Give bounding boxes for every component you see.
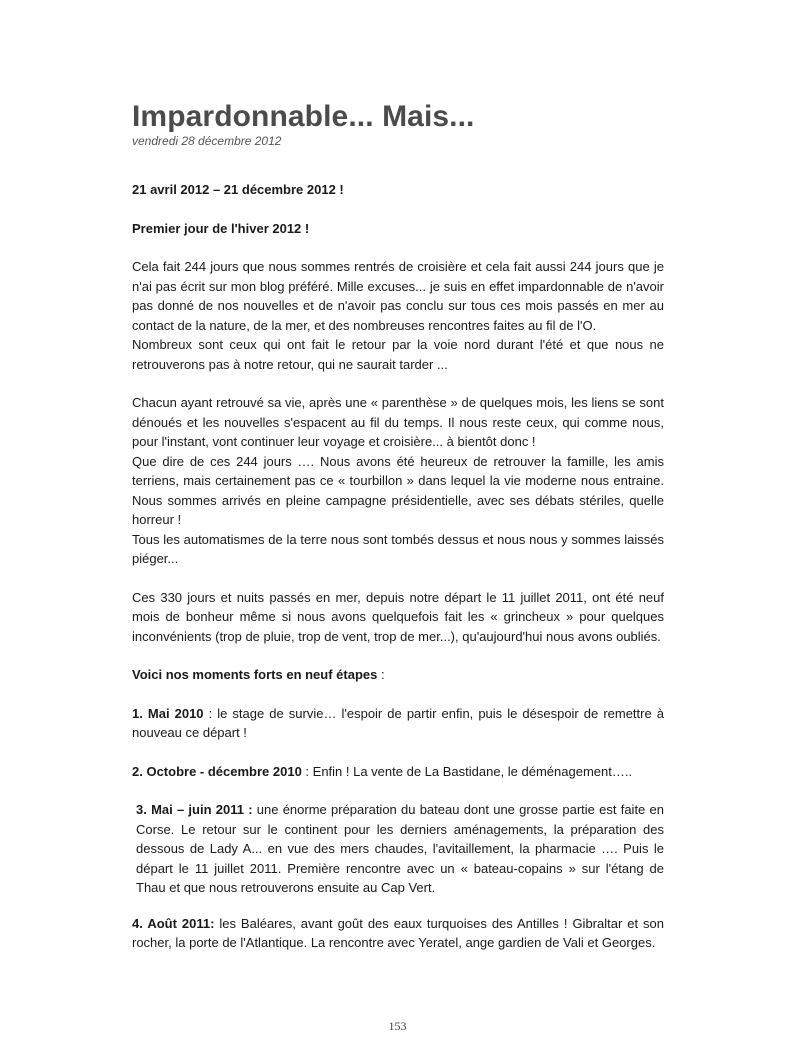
step-1	[132, 704, 664, 743]
heading-winter: Premier jour de l'hiver 2012 !	[132, 220, 310, 236]
step-text: une énorme préparation du bateau dont une grosse partie est faite en Corse. Le retour sur le continent pour les derniers aménagements, la préparation des dessous de Lady A... en vue des mers chaudes, l'avitaillement, la pharmacie …. Puis le départ le 11 juillet 2011. Première rencontre avec un « bateau-copains » sur l'étang de Thau et que nous retrouverons ensuite au Cap Vert.	[136, 802, 664, 895]
heading-dates: 21 avril 2012 – 21 décembre 2012 !	[132, 182, 344, 197]
paragraph-intro: Cela fait 244 jours que nous sommes rentrés de croisière et cela fait aussi 244 jours que je n'ai pas écrit sur mon blog préféré. Mille excuses... je suis en effet impardonnable de n'avoir pas donné de nos nouvelles et de n'avoir pas conclu sur tous ces mois passés en mer au contact de la nature, de la mer, et des nombreuses rencontres faites au fil de l'O.	[132, 259, 664, 333]
paragraph-automatisms: Tous les automatismes de la terre nous sont tombés dessus et nous nous y sommes laissés piéger...	[132, 531, 664, 566]
step-label: 3. Mai – juin 2011 :	[136, 802, 253, 817]
blog-page	[132, 100, 664, 953]
paragraph-330-days: Ces 330 jours et nuits passés en mer, depuis notre départ le 11 juillet 2011, ont été neuf mois de bonheur même si nous avons quelquefois fait les « grincheux » pour quelques inconvénients (trop de pluie, trop de vent, trop de mer...), qu'aujourd'hui nous avons oubliés.	[132, 589, 664, 644]
post-date: vendredi 28 décembre 2012	[132, 134, 282, 148]
step-label: 4. Août 2011:	[132, 915, 215, 931]
paragraph-244-days: Que dire de ces 244 jours …. Nous avons été heureux de retrouver la famille, les amis terriens, mais certainement pas ce « tourbillon » dans lequel la vie moderne nous entraine. Nous sommes arrivés en pleine campagne présidentielle, avec ses débats stériles, quelle horreur !	[132, 453, 664, 527]
moments-heading	[132, 665, 664, 685]
step-text: les Baléares, avant goût des eaux turquoises des Antilles ! Gibraltar et son rocher, la porte de l'Atlantique. La rencontre avec Yeratel, ange gardien de Vali et Georges.	[132, 915, 664, 950]
page-number: 153	[388, 1019, 407, 1033]
step-label: 2. Octobre - décembre 2010	[132, 763, 302, 779]
post-title: Impardonnable... Mais...	[132, 100, 475, 133]
moments-heading-suffix: :	[377, 667, 385, 682]
paragraph-life: Chacun ayant retrouvé sa vie, après une « parenthèse » de quelques mois, les liens se sont dénoués et les nouvelles s'espacent au fil du temps. Il nous reste ceux, qui comme nous, pour l'instant, vont continuer leur voyage et croisière... à bientôt donc !	[132, 395, 664, 449]
step-label: 1. Mai 2010	[132, 705, 204, 721]
paragraph-north-route: Nombreux sont ceux qui ont fait le retour par la voie nord durant l'été et que nous ne retrouverons pas à notre retour, qui ne saurait tarder ...	[132, 337, 664, 372]
step-4	[132, 914, 664, 953]
moments-heading-label: Voici nos moments forts en neuf étapes	[132, 667, 378, 682]
step-text: : le stage de survie… l'espoir de partir enfin, puis le désespoir de remettre à nouveau ce départ !	[132, 705, 664, 740]
step-2	[132, 762, 664, 782]
step-text: : Enfin ! La vente de La Bastidane, le déménagement…..	[301, 763, 633, 779]
step-3	[132, 800, 664, 898]
